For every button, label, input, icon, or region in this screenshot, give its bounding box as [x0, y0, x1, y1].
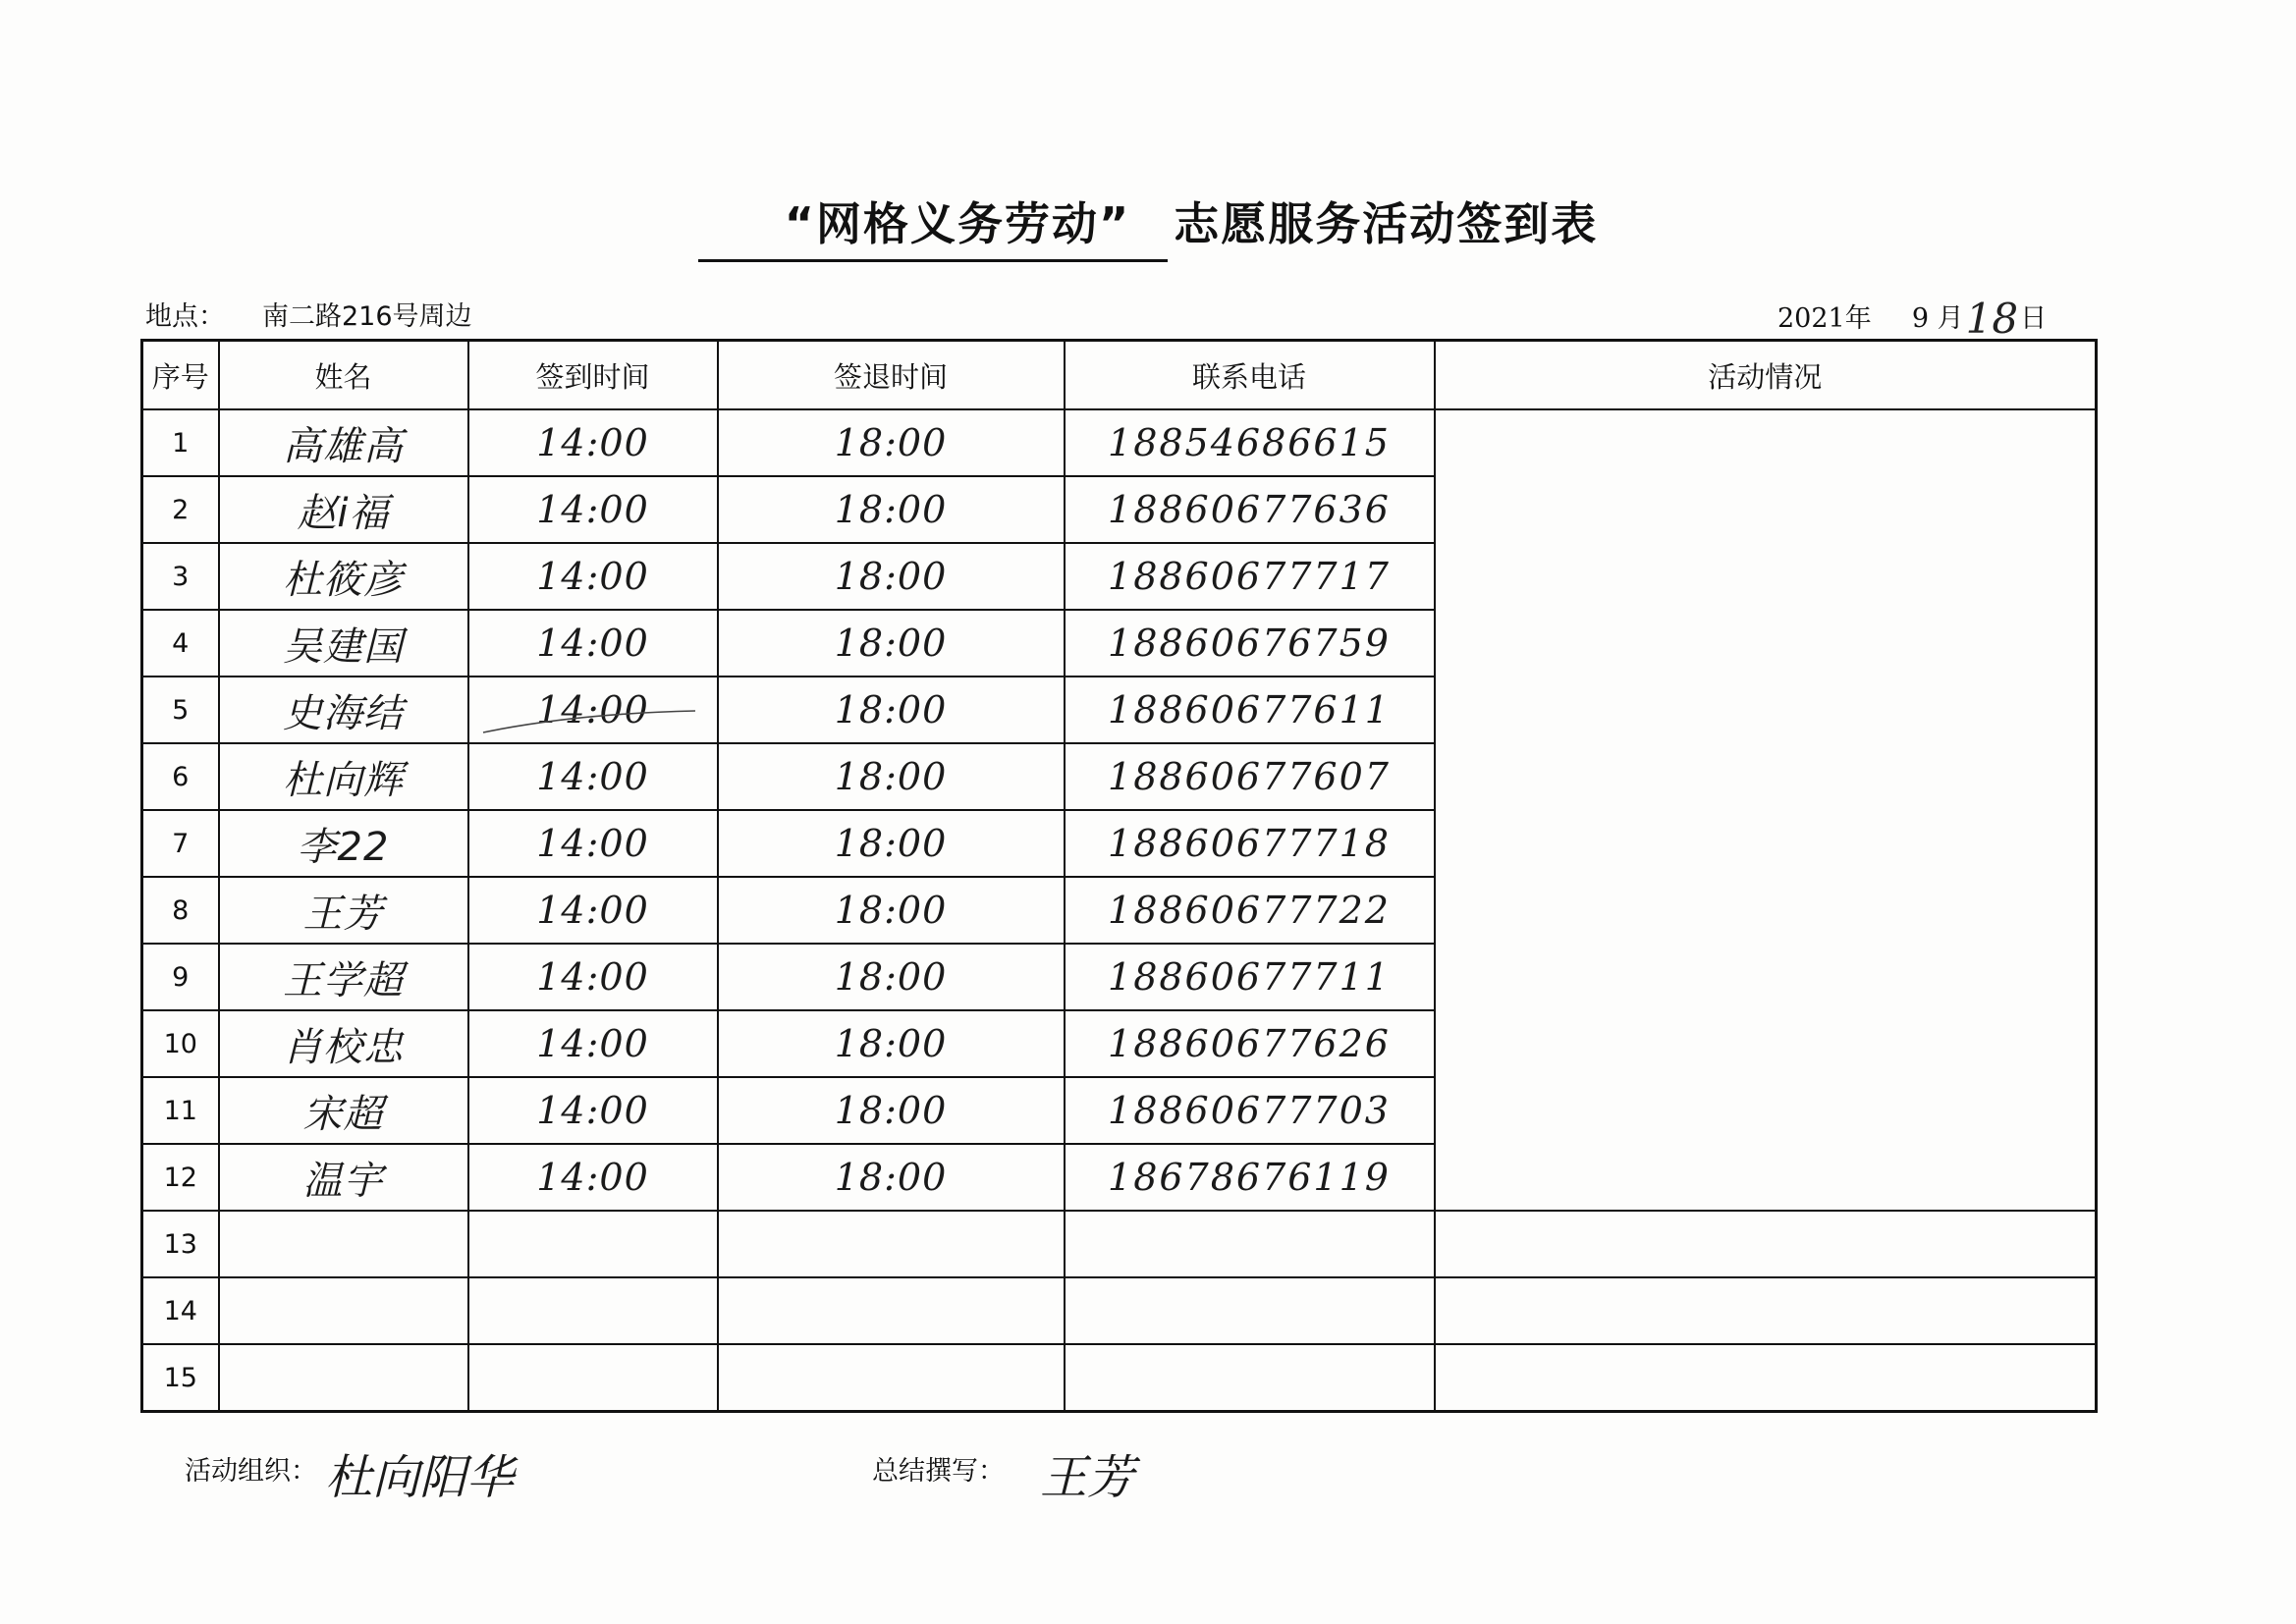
header-phone: 联系电话: [1065, 341, 1435, 410]
row-sign-in-time: 14:00: [468, 1010, 718, 1077]
organizer-label: 活动组织：: [185, 1456, 317, 1487]
activity-cell: [1435, 1277, 2097, 1344]
row-phone: 18860677611: [1065, 677, 1435, 743]
row-sign-out-time: 18:00: [718, 1077, 1065, 1144]
writer-signature: 王芳: [1040, 1450, 1135, 1505]
row-sign-out-time: 18:00: [718, 743, 1065, 810]
row-name: 李22: [219, 810, 468, 877]
row-seq: 15: [142, 1344, 219, 1412]
row-sign-out-time: 18:00: [718, 610, 1065, 677]
header-sign-out-time: 签退时间: [718, 341, 1065, 410]
header-sign-in-time: 签到时间: [468, 341, 718, 410]
row-sign-out-time: [718, 1344, 1065, 1412]
table-row: [142, 1277, 2097, 1344]
row-name: 王芳: [219, 877, 468, 944]
table-header-row: [142, 341, 2097, 410]
row-name: 宋超: [219, 1077, 468, 1144]
table-row: [142, 1211, 2097, 1277]
row-seq: 8: [142, 877, 219, 944]
row-phone: 18860677718: [1065, 810, 1435, 877]
row-sign-out-time: 18:00: [718, 543, 1065, 610]
row-phone: 18860677717: [1065, 543, 1435, 610]
date-year: 2021年: [1777, 303, 1872, 334]
date-day: 18: [1965, 295, 2019, 343]
writer-label: 总结撰写：: [872, 1456, 1005, 1487]
location-label: 地点：: [145, 301, 225, 332]
row-seq: 13: [142, 1211, 219, 1277]
activity-cell: [1435, 1344, 2097, 1412]
title-activity-name: “网格义务劳动”: [698, 189, 1168, 262]
row-sign-out-time: 18:00: [718, 944, 1065, 1010]
row-sign-in-time: 14:00: [468, 409, 718, 476]
row-name: 肖校忠: [219, 1010, 468, 1077]
row-sign-in-time: 14:00: [468, 476, 718, 543]
row-name: 杜筱彦: [219, 543, 468, 610]
sheet-title: [0, 189, 2296, 262]
location: [145, 295, 472, 333]
row-sign-out-time: 18:00: [718, 476, 1065, 543]
row-sign-in-time: 14:00: [468, 543, 718, 610]
row-name: 吴建国: [219, 610, 468, 677]
organizer: [185, 1439, 514, 1507]
row-sign-out-time: [718, 1277, 1065, 1344]
organizer-signature: 杜向阳华: [325, 1450, 515, 1505]
table-row: [142, 1344, 2097, 1412]
row-sign-in-time: 14:00: [468, 1077, 718, 1144]
row-phone: 18860677703: [1065, 1077, 1435, 1144]
row-phone: 18678676119: [1065, 1144, 1435, 1211]
row-seq: 3: [142, 543, 219, 610]
row-name: [219, 1344, 468, 1412]
row-sign-in-time: 14:00: [468, 1144, 718, 1211]
row-seq: 9: [142, 944, 219, 1010]
row-phone: 18860677626: [1065, 1010, 1435, 1077]
row-seq: 1: [142, 409, 219, 476]
row-seq: 7: [142, 810, 219, 877]
row-sign-in-time: 14:00: [468, 877, 718, 944]
header-name: 姓名: [219, 341, 468, 410]
row-sign-out-time: 18:00: [718, 677, 1065, 743]
row-phone: 18854686615: [1065, 409, 1435, 476]
row-sign-out-time: 18:00: [718, 877, 1065, 944]
row-name: [219, 1211, 468, 1277]
row-name: [219, 1277, 468, 1344]
sign-in-table: [140, 339, 2098, 1413]
summary-writer: [872, 1439, 1134, 1507]
row-seq: 5: [142, 677, 219, 743]
row-phone: 18860677711: [1065, 944, 1435, 1010]
stray-pen-mark: [481, 707, 697, 736]
row-phone: [1065, 1277, 1435, 1344]
row-sign-in-time: [468, 1344, 718, 1412]
header-seq: 序号: [142, 341, 219, 410]
row-seq: 2: [142, 476, 219, 543]
date: [1777, 295, 2047, 343]
row-seq: 6: [142, 743, 219, 810]
row-phone: [1065, 1211, 1435, 1277]
row-sign-out-time: [718, 1211, 1065, 1277]
row-phone: 18860677636: [1065, 476, 1435, 543]
title-sheet-type: 志愿服务活动签到表: [1174, 197, 1599, 250]
date-day-suffix: 日: [2020, 303, 2048, 334]
row-phone: 18860677607: [1065, 743, 1435, 810]
row-sign-in-time: [468, 1211, 718, 1277]
row-seq: 4: [142, 610, 219, 677]
row-sign-out-time: 18:00: [718, 409, 1065, 476]
row-phone: 18860676759: [1065, 610, 1435, 677]
row-name: 温宇: [219, 1144, 468, 1211]
row-name: 高雄高: [219, 409, 468, 476]
row-seq: 10: [142, 1010, 219, 1077]
row-sign-in-time: 14:00: [468, 610, 718, 677]
row-phone: [1065, 1344, 1435, 1412]
location-value: 南二路216号周边: [262, 301, 472, 332]
row-seq: 12: [142, 1144, 219, 1211]
table-row: [142, 409, 2097, 476]
row-name: 赵i福: [219, 476, 468, 543]
row-sign-in-time: 14:00: [468, 944, 718, 1010]
activity-notes-cell: [1435, 409, 2097, 1211]
row-seq: 11: [142, 1077, 219, 1144]
row-name: 史海结: [219, 677, 468, 743]
row-sign-in-time: 14:00: [468, 810, 718, 877]
row-phone: 18860677722: [1065, 877, 1435, 944]
row-name: 杜向辉: [219, 743, 468, 810]
date-month: 9 月: [1911, 303, 1964, 334]
row-sign-in-time: [468, 1277, 718, 1344]
row-sign-in-time: 14:00: [468, 743, 718, 810]
row-sign-out-time: 18:00: [718, 1010, 1065, 1077]
header-activity: 活动情况: [1435, 341, 2097, 410]
activity-cell: [1435, 1211, 2097, 1277]
row-sign-in-time: 14:00: [468, 677, 718, 743]
row-sign-out-time: 18:00: [718, 1144, 1065, 1211]
row-name: 王学超: [219, 944, 468, 1010]
row-seq: 14: [142, 1277, 219, 1344]
row-sign-out-time: 18:00: [718, 810, 1065, 877]
